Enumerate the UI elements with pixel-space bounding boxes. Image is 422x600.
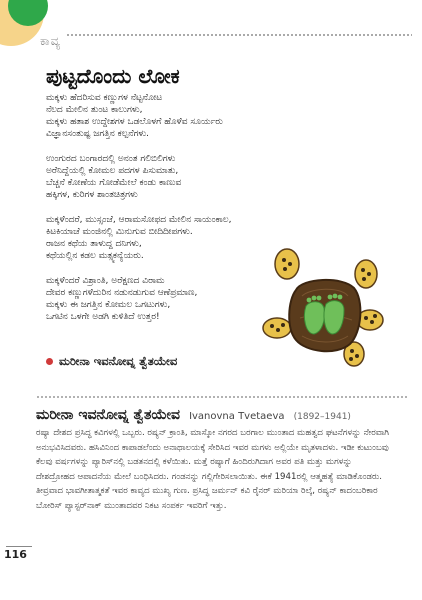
- bio-heading: [36, 404, 351, 423]
- poem-line: ಒಗಟಿನ ಒಳಗೇ ಅಡಗಿ ಕುಳಿತಿದೆ ಉತ್ತರ!: [46, 312, 160, 322]
- page-number-rule: [6, 546, 32, 547]
- flipper-top-left: [275, 249, 299, 279]
- stanza-2: [46, 153, 316, 201]
- turtle-illustration: [262, 248, 384, 368]
- poem-line: ರಾಜನ ಕಥೆಯ ತಾಳುದ್ದ ದನಿಗಳು,: [46, 239, 142, 249]
- bio-dotted-rule: [36, 396, 408, 398]
- bio-name-kannada: ಮರೀನಾ ಇವನೋವ್ನ ತ್ವೆತಯೇವ: [36, 407, 180, 423]
- header-dotted-rule: [66, 34, 412, 36]
- poem-line: ಅರೆನಿದ್ದೆಯಲ್ಲಿ ಕೋಮಲ ಪದಗಳ ಪಿಸುಮಾತು,: [46, 166, 179, 176]
- poem-line: ವಿಜ್ಞಾನಸಂತುಷ್ಟ ಜಗತ್ತಿನ ಕಲ್ಪನೆಗಳು.: [46, 129, 150, 139]
- poem-line: ನೆಲದ ಮೇಲಿನ ತುಂಟ ಕಾಲುಗಳು,: [46, 105, 143, 115]
- flipper-top-right: [355, 260, 377, 288]
- poem-line: ದೇವರ ಕಣ್ಣುಗಳೆದುರಿನ ನಡುನಡುಗುವ ಆಣೆಪ್ರಮಾಣ,: [46, 288, 198, 298]
- poem-line: ಮಕ್ಕಳು ಹತಾಶ ಉದ್ದೇಶಗಳ ಒಡಲೊಳಗೆ ಹೊಳೆವ ಸೂರ್ಯರು: [46, 117, 223, 127]
- poem-line: ಮಕ್ಕಳು ಈ ಜಗತ್ತಿನ ಕೋಮಲ ಒಗಟುಗಳು,: [46, 300, 171, 310]
- poet-name: ಮರೀನಾ ಇವನೋವ್ನ ತ್ವೆತಯೇವ: [59, 354, 178, 368]
- poem-line: ಕಥೆಯಲ್ಲಿನ ಕಡಲ ಮತ್ಸ್ಯಕನ್ಯೆಯರು.: [46, 251, 144, 261]
- poem-line: ಕಿಟಕಿಯಾಚೆ ಮಂಜಿನಲ್ಲಿ ಮಿನುಗುವ ಬೀದಿದೀಪಗಳು.: [46, 227, 193, 237]
- section-label: ಕಾವ್ಯ: [40, 34, 61, 48]
- page-number: 116: [4, 548, 27, 561]
- bio-years: (1892–1941): [293, 412, 351, 422]
- poem-line: ಮಕ್ಕಳು ಹೆದರಿಸುವ ಕಣ್ಣುಗಳ ನೆಟ್ಟನೋಟ: [46, 93, 163, 103]
- stanza-1: [46, 92, 316, 140]
- bio-text: ರಷ್ಯಾ ದೇಶದ ಪ್ರಸಿದ್ಧ ಕವಿಗಳಲ್ಲಿ ಒಬ್ಬರು. ರಷ್ಯನ್ ಕ್ರಾಂತಿ, ಮಾಸ್ಕೋ ನಗರದ ಬರಗಾಲ ಮುಂತಾದ ಮಹತ್ವದ ಘಟನೆಗಳನ್ನು ನೇರವಾಗಿ ಅನುಭವಿಸಿದವರು. ಹಸಿವಿನಿಂದ ಕಾಪಾಡಲೆಂದು ಅನಾಥಾಲಯಕ್ಕೆ ಸೇರಿಸಿದ ಇವರ ಮಗಳು ಅಲ್ಲಿಯೇ ಮೃತಳಾದಳು. ಇಡೀ ಕುಟುಂಬವು ಕೆಲವು ವರ್ಷಗಳನ್ನು ಪ್ಯಾರಿಸ್‌ನಲ್ಲಿ ಬಡತನದಲ್ಲಿ ಕಳೆಯಿತು. ಮತ್ತೆ ರಷ್ಯಾಗೆ ಹಿಂದಿರುಗಿದಾಗ ಅವರ ಪತಿ ಮತ್ತು ಮಗಳನ್ನು ದೇಶದ್ರೋಹದ ಆಪಾದನೆಯ ಮೇಲೆ ಬಂಧಿಸಿದರು. ಗಂಡನನ್ನು ಗಲ್ಲಿಗೇರಿಸಲಾಯಿತು. ಈಕೆ 1941ರಲ್ಲಿ ಆತ್ಮಹತ್ಯೆ ಮಾಡಿಕೊಂಡರು. ತೀವ್ರವಾದ ಭಾವಗೀತಾತ್ಮಕತೆ ಇವರ ಕಾವ್ಯದ ಮುಖ್ಯ ಗುಣ. ಪ್ರಸಿದ್ಧ ಜರ್ಮನ್ ಕವಿ ರೈನರ್ ಮರಿಯಾ ರಿಲ್ಕೆ, ರಷ್ಯನ್ ಕಾದಂಬರಿಕಾರ ಬೋರಿಸ್ ಪ್ಯಾಸ್ಟರ್‌ನಾಕ್ ಮುಂತಾದವರ ನಿಕಟ ಸಂಪರ್ಕ ಇವರಿಗೆ ಇತ್ತು.: [36, 428, 389, 511]
- corner-decoration: [0, 0, 70, 64]
- flipper-left: [263, 318, 291, 338]
- poem-line: ಬೆಚ್ಚನೆ ಕೋಣೆಯ ಗೋಡೆಮೇಲೆ ಕಂಡು ಕಾಣುವ: [46, 178, 182, 188]
- poem-title: ಪುಟ್ಟದೊಂದು ಲೋಕ: [46, 64, 180, 88]
- poem-line: ಉಂಗುರದ ಬಂಗಾರದಲ್ಲಿ ಅನಂತ ಗಲಿಬಿಲಿಗಳು: [46, 154, 176, 164]
- bullet-icon: [46, 358, 53, 365]
- poem-line: ಮಕ್ಕಳೆಂದರೆ ವಿಶ್ರಾಂತಿ, ಅರೆಕ್ಷಣದ ವಿರಾಮ: [46, 276, 165, 286]
- poem-line: ಮಕ್ಕಳೆಂದರೆ, ಮುಸ್ಸಂಜೆ, ಆರಾಮಸೋಫದ ಮೇಲಿನ ಸಾಯಂಕಾಲ,: [46, 215, 232, 225]
- poem-line: ಹಕ್ಕಿಗಳ, ಕುರಿಗಳ ಶಾಂತಚಿತ್ರಗಳು: [46, 190, 138, 200]
- poet-attribution: [46, 354, 177, 369]
- bio-name-latin: Ivanovna Tvetaeva: [189, 411, 285, 422]
